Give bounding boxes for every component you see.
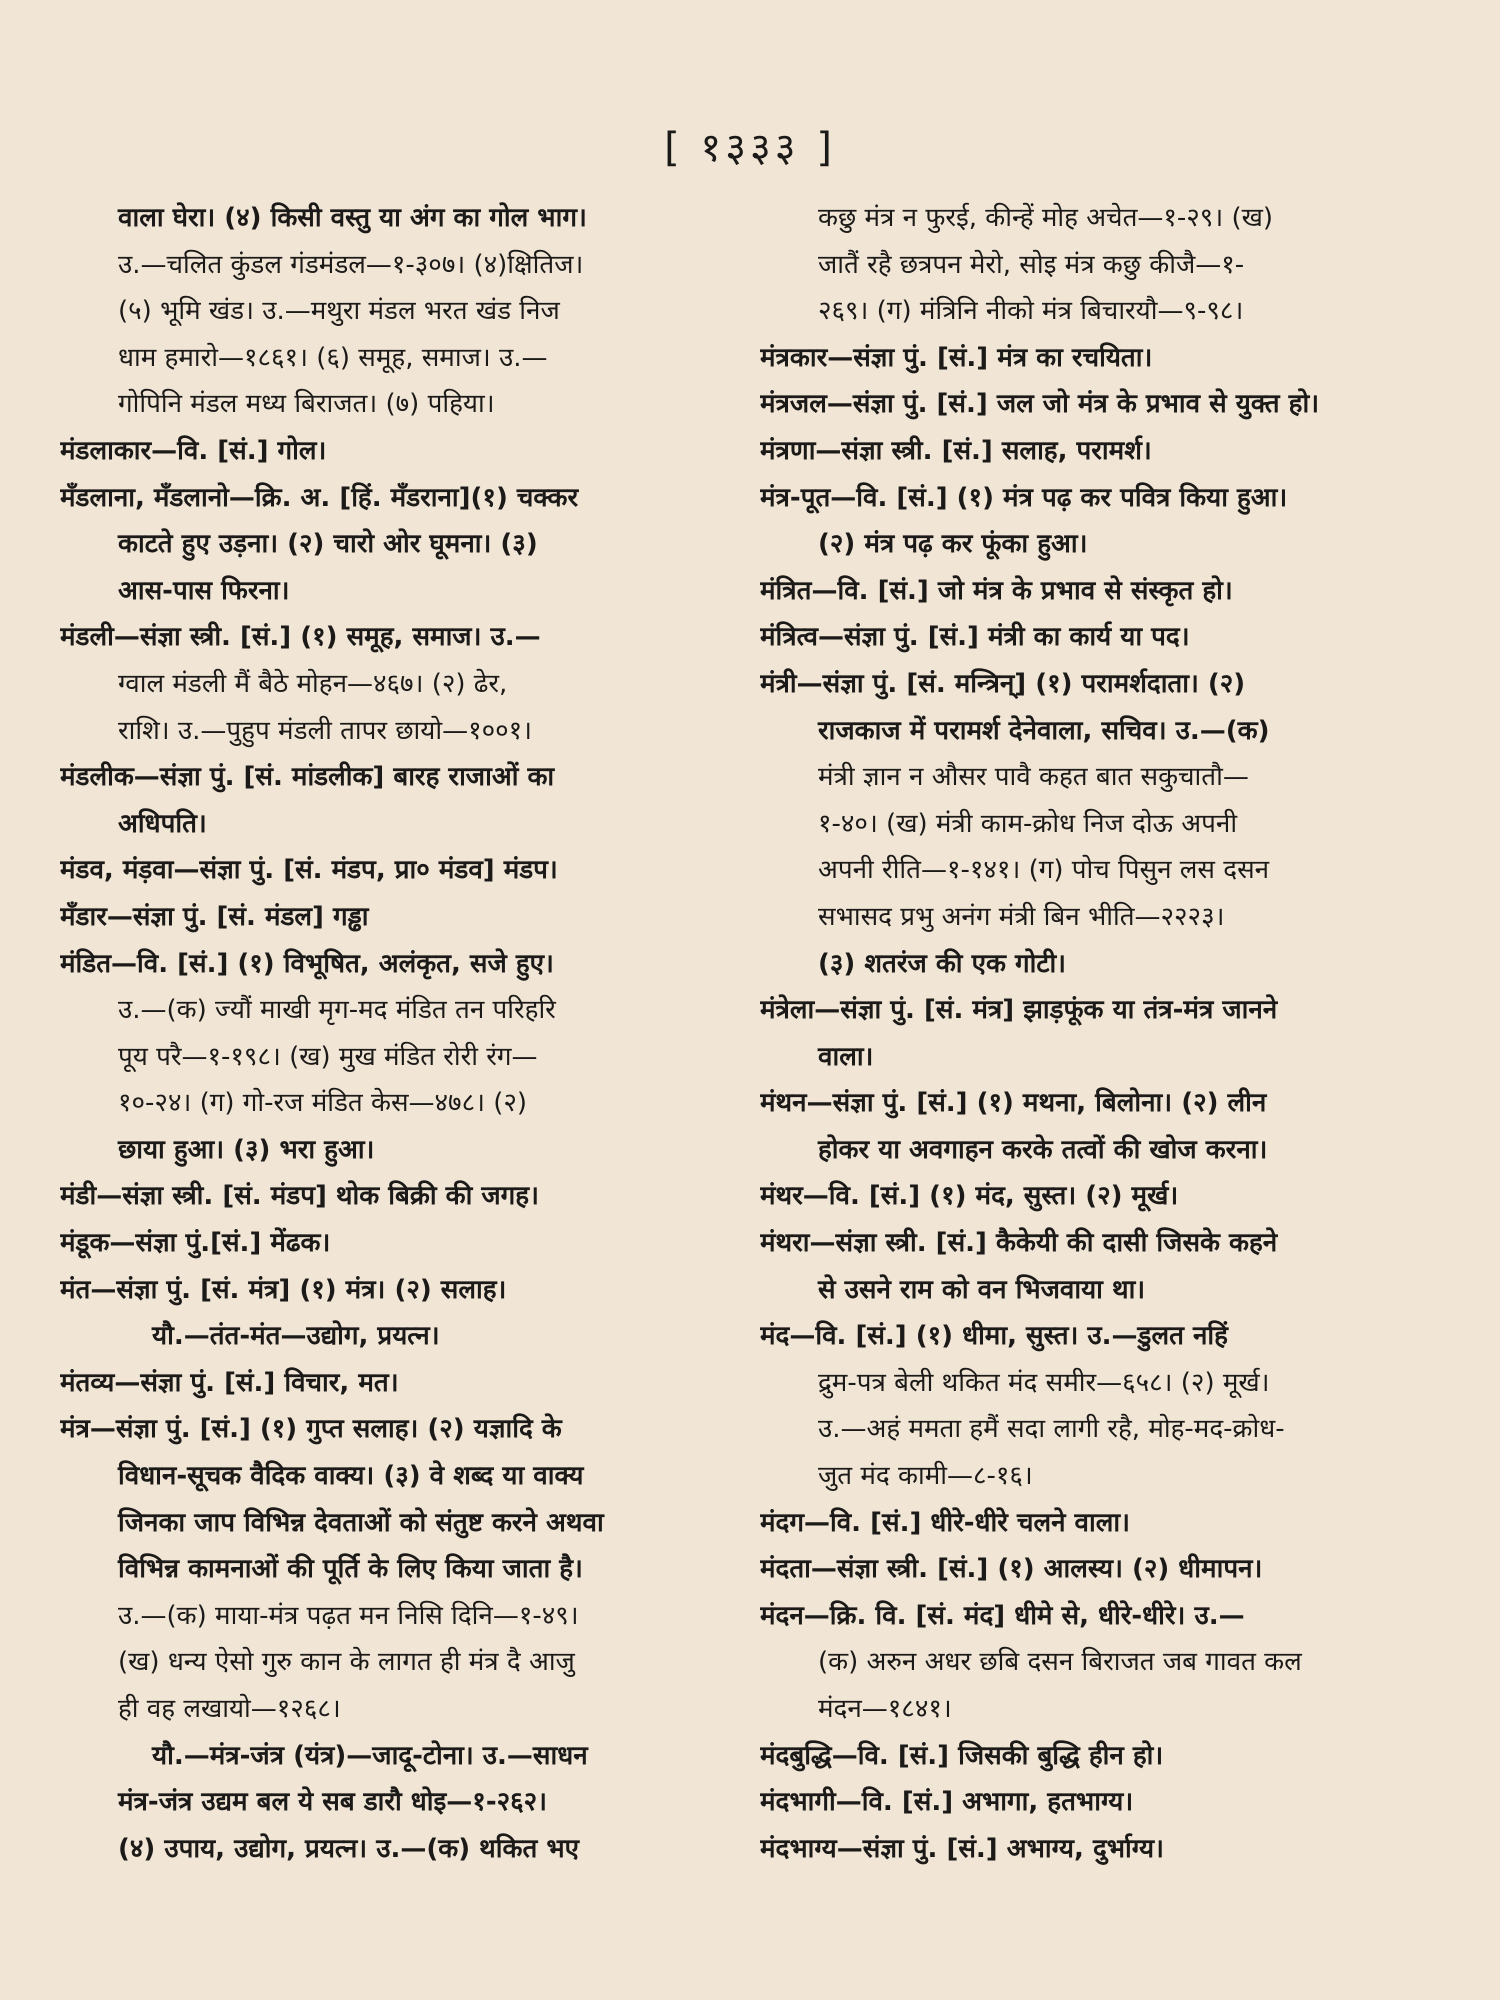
entry-headword-line: मंत्रेला—संज्ञा पुं. [सं. मंत्र] झाड़फूंक या तंत्र-मंत्र जानने bbox=[760, 995, 1278, 1026]
entry-headword-line: मंदता—संज्ञा स्त्री. [सं.] (१) आलस्य। (२) धीमापन। bbox=[760, 1554, 1263, 1585]
entry-headword-line: मंथरा—संज्ञा स्त्री. [सं.] कैकेयी की दासी जिसके कहने bbox=[760, 1228, 1278, 1259]
entry-headword-line: मंत्रणा—संज्ञा स्त्री. [सं.] सलाह, परामर्श। bbox=[760, 435, 1152, 466]
entry-text-line: काटते हुए उड़ना। (२) चारो ओर घूमना। (३) bbox=[118, 529, 538, 560]
entry-headword-line: मंडव, मंड़वा—संज्ञा पुं. [सं. मंडप, प्रा० मंडव] मंडप। bbox=[60, 855, 558, 886]
entry-text-line: राजकाज में परामर्श देनेवाला, सचिव। उ.—(क) bbox=[818, 715, 1270, 746]
entry-headword-line: मंदन—क्रि. वि. [सं. मंद] धीमे से, धीरे-धीरे। उ.— bbox=[760, 1600, 1245, 1631]
entry-headword-line: मंदभागी—वि. [सं.] अभागा, हतभाग्य। bbox=[760, 1787, 1134, 1818]
entry-headword-line: मंडलाकार—वि. [सं.] गोल। bbox=[60, 435, 327, 466]
entry-text-line: धाम हमारो—१८६१। (६) समूह, समाज। उ.— bbox=[118, 342, 548, 373]
entry-text-line: (५) भूमि खंड। उ.—मथुरा मंडल भरत खंड निज bbox=[118, 296, 560, 327]
entry-text-line: उ.—चलित कुंडल गंडमंडल—१-३०७। (४)क्षितिज। bbox=[118, 249, 584, 280]
entry-text-line: उ.—(क) ज्यौं माखी मृग-मद मंडित तन परिहरि bbox=[118, 995, 556, 1026]
entry-text-line: यौ.—मंत्र-जंत्र (यंत्र)—जादू-टोना। उ.—साधन bbox=[152, 1740, 588, 1771]
entry-text-line: कछु मंत्र न फुरई, कीन्हें मोह अचेत—१-२९। (ख) bbox=[818, 203, 1274, 233]
entry-text-line: अपनी रीति—१-१४१। (ग) पोच पिसुन लस दसन bbox=[818, 855, 1270, 886]
entry-headword-line: मंडलीक—संज्ञा पुं. [सं. मांडलीक] बारह राजाओं का bbox=[60, 762, 555, 793]
entry-text-line: आस-पास फिरना। bbox=[118, 575, 290, 606]
entry-headword-line: मँडलाना, मँडलानो—क्रि. अ. [हिं. मँडराना](१) चक्कर bbox=[60, 482, 579, 513]
entry-text-line: पूय परै—१-१९८। (ख) मुख मंडित रोरी रंग— bbox=[118, 1041, 538, 1072]
entry-headword-line: मंडी—संज्ञा स्त्री. [सं. मंडप] थोक बिक्री की जगह। bbox=[60, 1181, 539, 1212]
entry-text-line: छाया हुआ। (३) भरा हुआ। bbox=[118, 1134, 375, 1165]
entry-text-line: विधान-सूचक वैदिक वाक्य। (३) वे शब्द या वाक्य bbox=[118, 1461, 584, 1492]
entry-text-line: विभिन्न कामनाओं की पूर्ति के लिए किया जाता है। bbox=[118, 1554, 583, 1585]
entry-text-line: द्रुम-पत्र बेली थकित मंद समीर—६५८। (२) मूर्ख। bbox=[818, 1367, 1270, 1398]
entry-text-line: राशि। उ.—पुहुप मंडली तापर छायो—१००१। bbox=[118, 715, 533, 746]
entry-headword-line: मंतव्य—संज्ञा पुं. [सं.] विचार, मत। bbox=[60, 1367, 399, 1398]
entry-text-line: जिनका जाप विभिन्न देवताओं को संतुष्ट करने अथवा bbox=[118, 1507, 604, 1538]
entry-headword-line: मंत्र-पूत—वि. [सं.] (१) मंत्र पढ़ कर पवित्र किया हुआ। bbox=[760, 482, 1288, 513]
entry-text-line: गोपिनि मंडल मध्य बिराजत। (७) पहिया। bbox=[118, 389, 495, 420]
left-column bbox=[60, 195, 720, 1872]
entry-headword-line: मँडार—संज्ञा पुं. [सं. मंडल] गड्ढा bbox=[60, 901, 369, 932]
entry-headword-line: मंदबुद्धि—वि. [सं.] जिसकी बुद्धि हीन हो। bbox=[760, 1740, 1164, 1771]
entry-headword-line: मंथन—संज्ञा पुं. [सं.] (१) मथना, बिलोना। (२) लीन bbox=[760, 1088, 1267, 1119]
entry-text-line: यौ.—तंत-मंत—उद्योग, प्रयत्न। bbox=[152, 1321, 440, 1352]
entry-text-line: होकर या अवगाहन करके तत्वों की खोज करना। bbox=[818, 1134, 1268, 1165]
entry-text-line: मंत्री ज्ञान न औसर पावै कहत बात सकुचातौ— bbox=[818, 762, 1249, 793]
entry-headword-line: मंत्रजल—संज्ञा पुं. [सं.] जल जो मंत्र के प्रभाव से युक्त हो। bbox=[760, 389, 1320, 420]
entry-text-line: अधिपति। bbox=[118, 808, 207, 839]
entry-headword-line: मंत्री—संज्ञा पुं. [सं. मन्त्रिन्] (१) परामर्शदाता। (२) bbox=[760, 668, 1246, 699]
entry-text-line: (४) उपाय, उद्योग, प्रयत्न। उ.—(क) थकित भए bbox=[118, 1833, 579, 1864]
entry-text-line: (ख) धन्य ऐसो गुरु कान के लागत ही मंत्र दै आजु bbox=[118, 1647, 575, 1678]
entry-headword-line: मंडित—वि. [सं.] (१) विभूषित, अलंकृत, सजे हुए। bbox=[60, 948, 554, 979]
entry-headword-line: मंथर—वि. [सं.] (१) मंद, सुस्त। (२) मूर्ख। bbox=[760, 1181, 1179, 1212]
entry-text-line: जुत मंद कामी—८-१६। bbox=[818, 1461, 1033, 1492]
entry-text-line: सभासद प्रभु अनंग मंत्री बिन भीति—२२२३। bbox=[818, 901, 1225, 932]
entry-headword-line: मंत्रकार—संज्ञा पुं. [सं.] मंत्र का रचयिता। bbox=[760, 342, 1153, 373]
entry-text-line: से उसने राम को वन भिजवाया था। bbox=[818, 1274, 1146, 1305]
right-column bbox=[760, 195, 1420, 1872]
entry-headword-line: मंत्रित्व—संज्ञा पुं. [सं.] मंत्री का कार्य या पद। bbox=[760, 622, 1190, 653]
entry-text-line: उ.—(क) माया-मंत्र पढ़त मन निसि दिनि—१-४९। bbox=[118, 1600, 579, 1631]
entry-headword-line: मंत्रित—वि. [सं.] जो मंत्र के प्रभाव से संस्कृत हो। bbox=[760, 575, 1233, 606]
entry-text-line: मंदन—१८४१। bbox=[818, 1694, 952, 1724]
entry-text-line: (२) मंत्र पढ़ कर फूंका हुआ। bbox=[818, 529, 1088, 560]
entry-headword-line: मंत—संज्ञा पुं. [सं. मंत्र] (१) मंत्र। (२) सलाह। bbox=[60, 1274, 507, 1305]
entry-headword-line: मंत्र—संज्ञा पुं. [सं.] (१) गुप्त सलाह। (२) यज्ञादि के bbox=[60, 1414, 562, 1445]
entry-text-line: जातैं रहै छत्रपन मेरो, सोइ मंत्र कछु कीजै—१- bbox=[818, 249, 1245, 280]
entry-headword-line: मंदग—वि. [सं.] धीरे-धीरे चलने वाला। bbox=[760, 1507, 1130, 1538]
entry-text-line: (३) शतरंज की एक गोटी। bbox=[818, 948, 1067, 979]
entry-headword-line: मंदभाग्य—संज्ञा पुं. [सं.] अभाग्य, दुर्भाग्य। bbox=[760, 1833, 1164, 1864]
entry-headword-line: मंडली—संज्ञा स्त्री. [सं.] (१) समूह, समाज। उ.— bbox=[60, 622, 541, 653]
entry-text-line: १-४०। (ख) मंत्री काम-क्रोध निज दोऊ अपनी bbox=[818, 808, 1238, 839]
entry-text-line: उ.—अहं ममता हमैं सदा लागी रहै, मोह-मद-क्रोध- bbox=[818, 1414, 1285, 1445]
page-number: [ १३३३ ] bbox=[664, 125, 836, 171]
entry-headword-line: मंद—वि. [सं.] (१) धीमा, सुस्त। उ.—डुलत नहिं bbox=[760, 1321, 1228, 1352]
entry-text-line: ग्वाल मंडली मैं बैठे मोहन—४६७। (२) ढेर, bbox=[118, 668, 508, 699]
entry-text-line: १०-२४। (ग) गो-रज मंडित केस—४७८। (२) bbox=[118, 1088, 528, 1119]
entry-text-line: वाला घेरा। (४) किसी वस्तु या अंग का गोल भाग। bbox=[118, 203, 587, 233]
entry-text-line: २६९। (ग) मंत्रिनि नीको मंत्र बिचारयौ—९-९८। bbox=[818, 296, 1244, 327]
entry-text-line: वाला। bbox=[818, 1041, 874, 1072]
entry-text-line: ही वह लखायो—१२६८। bbox=[118, 1694, 341, 1724]
entry-text-line: मंत्र-जंत्र उद्यम बल ये सब डारौ धोइ—१-२६२। bbox=[118, 1787, 548, 1818]
entry-text-line: (क) अरुन अधर छबि दसन बिराजत जब गावत कल bbox=[818, 1647, 1302, 1678]
entry-headword-line: मंडूक—संज्ञा पुं.[सं.] मेंढक। bbox=[60, 1228, 331, 1259]
